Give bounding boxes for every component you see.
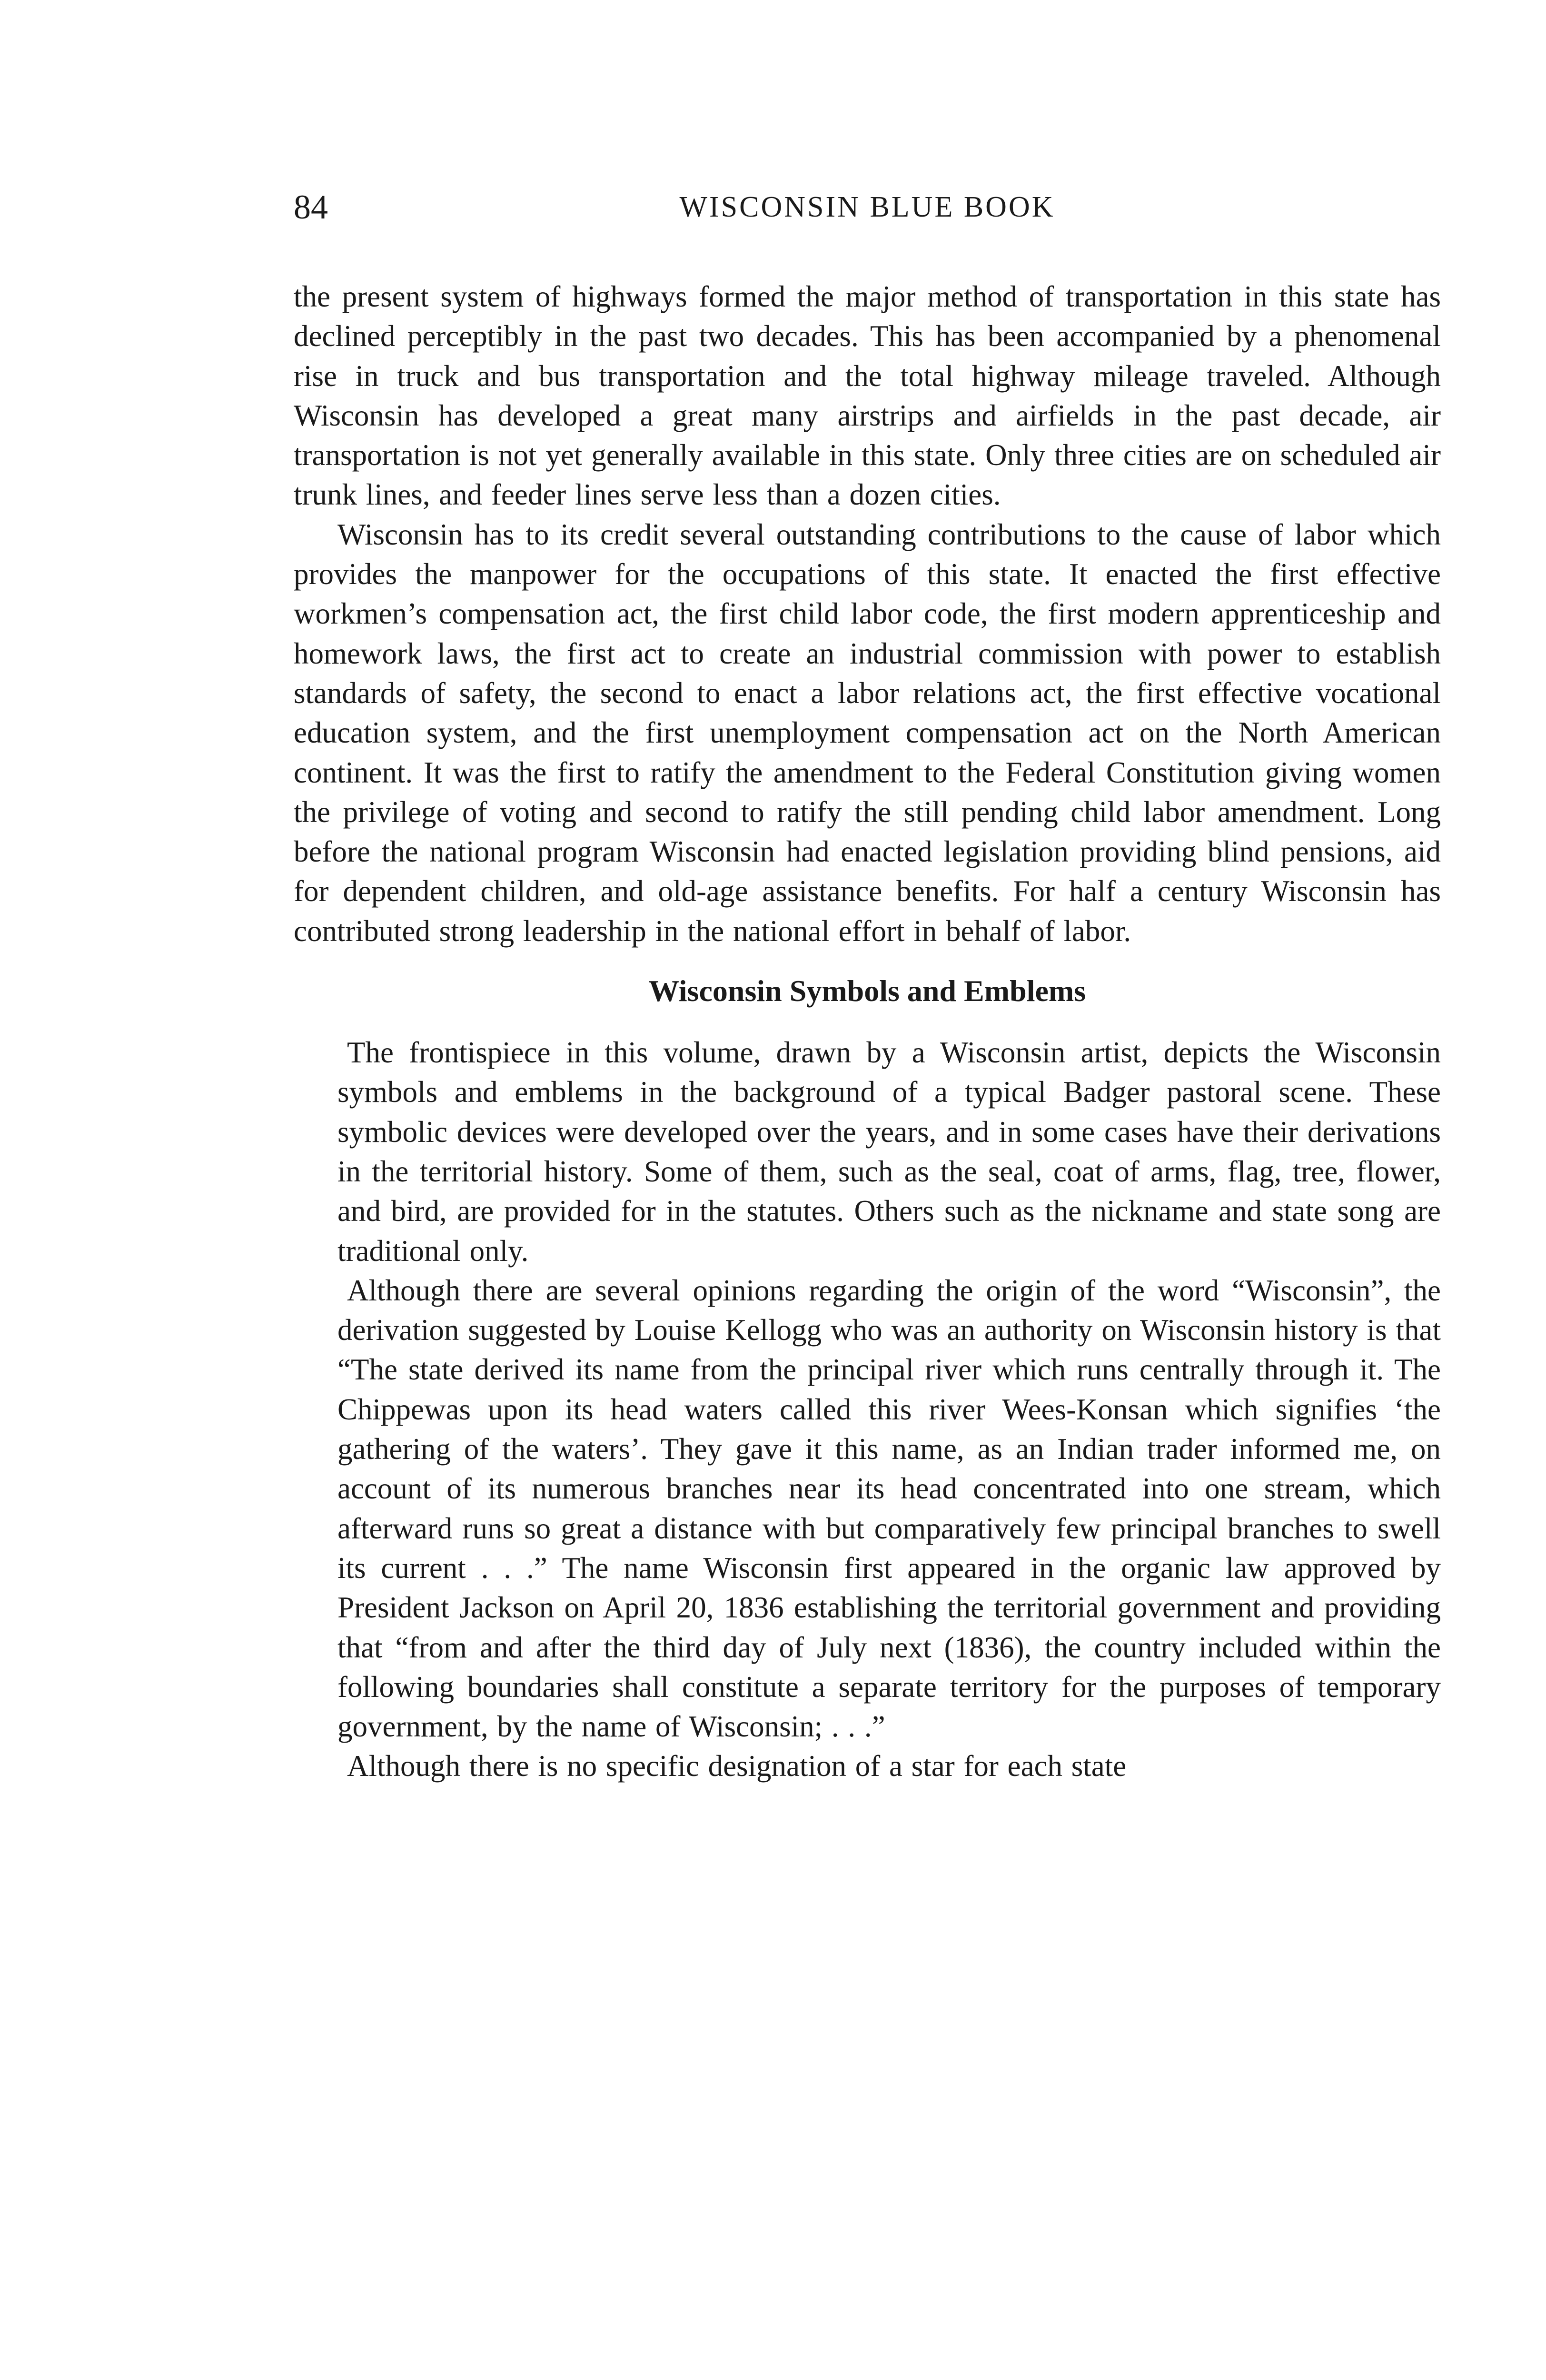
section-heading: Wisconsin Symbols and Emblems [648, 974, 1086, 1008]
page-body [294, 277, 1441, 1786]
paragraph-star: Although there is no specific designation of a star for each state [347, 1749, 1127, 1783]
paragraph-name-origin: Although there are several opinions regarding the origin of the word “Wisconsin”, the derivation suggested by Louise Kellogg who was an authority on Wisconsin history is that “The state derived its name from the principal river which runs centrally through it. The Chippewas upon its head waters called this river Wees-Konsan which signifies ‘the gathering of the waters’. They gave it this name, as an Indian trader informed me, on account of its numerous branches near its head concentrated into one stream, which afterward runs so great a distance with but comparatively few principal branches to swell its current . . .” The name Wisconsin first appeared in the organic law approved by President Jackson on April 20, 1836 establishing the territorial government and providing that “from and after the third day of July next (1836), the country included within the following boundaries shall constitute a separate territory for the purposes of temporary government, by the name of Wisconsin; . . .” [337, 1273, 1441, 1744]
paragraph-frontispiece: The frontispiece in this volume, drawn by a Wisconsin artist, depicts the Wisconsin symbols and emblems in the background of a typical Badger pastoral scene. These symbolic devices were developed over the years, and in some cases have their derivations in the territorial history. Some of them, such as the seal, coat of arms, flag, tree, flower, and bird, are provided for in the statutes. Others such as the nickname and state song are traditional only. [337, 1036, 1441, 1268]
section-symbols-emblems [294, 1033, 1441, 1786]
running-head: WISCONSIN BLUE BOOK [679, 191, 1055, 223]
page-number: 84 [294, 188, 328, 226]
paragraph-transportation: the present system of highways formed the major method of transportation in this state has declined perceptibly in the past two decades. This has been accompanied by a phenomenal rise in truck and bus transportation and the total highway mileage traveled. Although Wisconsin has developed a great many airstrips and airfields in the past decade, air transportation is not yet generally available in this state. Only three cities are on scheduled air trunk lines, and feeder lines serve less than a dozen cities. [294, 280, 1441, 512]
page-header [294, 186, 1441, 233]
paragraph-labor: Wisconsin has to its credit several outstanding contributions to the cause of labor which provides the manpower for the occupations of this state. It enacted the first effective workmen’s compensation act, the first child labor code, the first modern apprenticeship and homework laws, the first act to create an industrial commission with power to establish standards of safety, the second to enact a labor relations act, the first effective vocational education system, and the first unemployment compensation act on the North American continent. It was the first to ratify the amendment to the Federal Constitution giving women the privilege of voting and second to ratify the still pending child labor amendment. Long before the national program Wisconsin had enacted legislation providing blind pensions, aid for dependent children, and old-age assistance benefits. For half a century Wisconsin has contributed strong leadership in the national effort in behalf of labor. [294, 517, 1441, 948]
